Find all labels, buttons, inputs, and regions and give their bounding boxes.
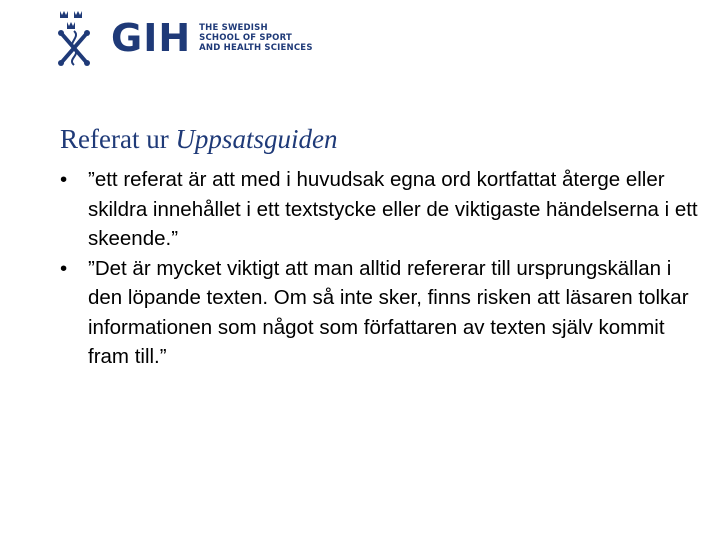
tagline-line-2: SCHOOL OF SPORT [199,33,292,43]
title-plain: Referat ur [60,124,176,154]
tagline-line-1: THE SWEDISH [199,23,268,33]
gih-logo [55,8,313,68]
bullet-text: ”ett referat är att med i huvudsak egna ord kortfattat återge eller skildra innehållet i ett textstycke eller de viktigaste händelserna i ett skeende.” [88,168,698,250]
bullet-marker: • [60,256,68,280]
bullet-item [60,254,700,372]
logo-tagline [199,23,313,53]
bullet-marker: • [60,168,68,191]
bullet-text: ”Det är mycket viktigt att man alltid refererar till ursprungskällan i den löpande texten. Om så inte sker, finns risken att läsaren tolkar informationen som något som författaren av texten själv kommit fram till.” [88,256,689,368]
logo-wordmark: GIH [111,16,192,60]
title-italic: Uppsatsguiden [175,124,338,154]
bullet-list [60,165,700,372]
bullet-item [60,165,700,254]
crowns-and-crossed-arms-emblem-icon [55,9,107,67]
slide-title [60,124,337,155]
tagline-line-3: AND HEALTH SCIENCES [199,43,313,53]
